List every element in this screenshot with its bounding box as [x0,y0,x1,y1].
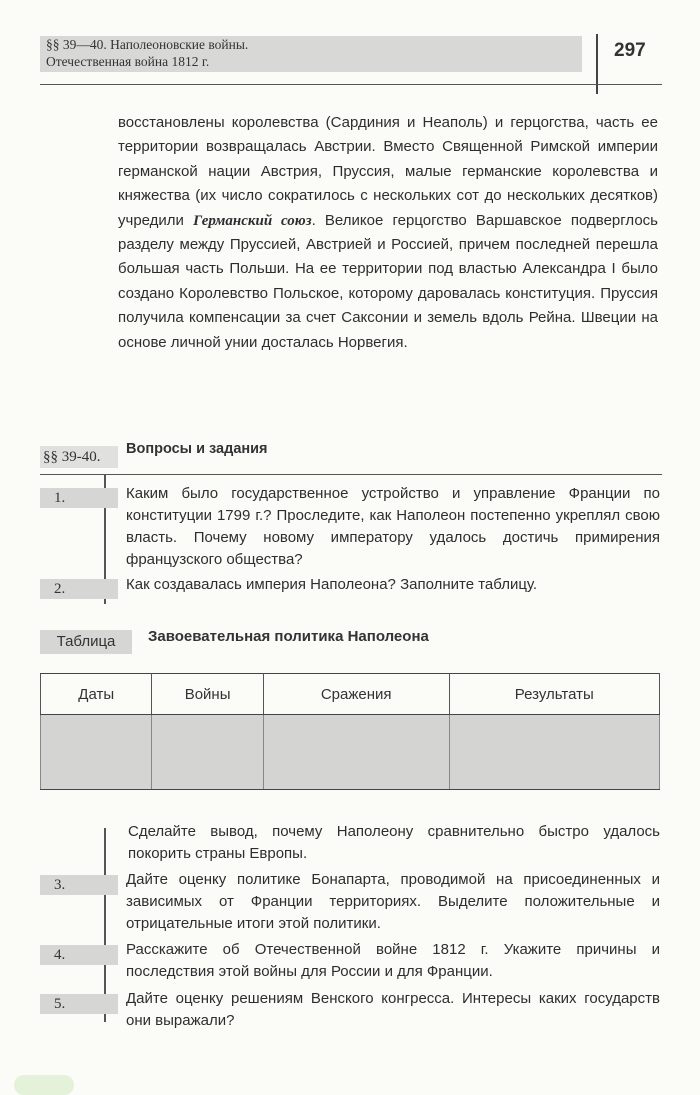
emphasized-term: Германский союз [193,212,312,229]
question-number: 1. [40,488,118,508]
table-title: Завоевательная политика Наполеона [148,628,429,645]
section-rule [40,474,662,475]
running-header-chapter: §§ 39—40. Наполеоновские войны. [46,37,249,52]
body-text-part2: . Великое герцогство Варшавское подверглось разделу между Пруссией, Австрией и Россией, причем последней перешла большая часть Польши. На ее территории под властью Александра I было создано Королевство Польское, которому даровалась конституция. Пруссия получила компенсации за счет Саксонии и земель вдоль Рейна. Швеции на основе личной унии досталась Норвегия. [118,211,658,351]
question-text: Расскажите об Отечественной войне 1812 г. Укажите причины и последствия этой войны для России и для Франции. [126,941,660,980]
table-cell-results [449,715,660,790]
body-paragraph [118,111,658,355]
question-number: 2. [40,579,118,599]
section-label: §§ 39-40. [40,446,118,468]
table-row [41,715,660,790]
conquest-table [40,673,660,790]
table-header-dates: Даты [41,674,152,715]
table-cell-wars [152,715,263,790]
question-text: Каким было государственное устройство и управление Франции по конституции 1799 г.? Проследите, как Наполеон постепенно укреплял свою власть. Почему новому императору удалось достичь примирения французского общества? [126,485,660,568]
section-title: Вопросы и задания [126,441,268,457]
conclusion-text: Сделайте вывод, почему Наполеону сравнительно быстро удалось покорить страны Европы. [128,823,660,862]
question-text: Как создавалась империя Наполеона? Заполните таблицу. [126,576,538,593]
table-cell-dates [41,715,152,790]
running-header-subtitle: Отечественная война 1812 г. [46,54,210,69]
scan-artifact [14,1075,74,1095]
questions-vertical-rule-2 [104,828,106,1022]
table-label: Таблица [40,630,132,654]
question-text: Дайте оценку политике Бонапарта, проводимой на присоединенных и зависимых от Франции территориях. Выделите положительные и отрицательные итоги этой политики. [126,871,660,932]
body-text-part1: восстановлены королевства (Сардиния и Неаполь) и герцогства, часть ее территории возвращалась Австрии. Вместо Священной Римской империи германской нации Австрия, Пруссия, малые германские королевства и княжества (их число сократилось с нескольких сот до нескольких десятков) учредили [118,114,658,229]
question-text: Дайте оценку решениям Венского конгресса. Интересы каких государств они выражали? [126,990,660,1029]
table-header-wars: Войны [152,674,263,715]
question-number: 5. [40,994,118,1014]
header-rule [40,84,662,85]
table-header-results: Результаты [449,674,660,715]
page-number: 297 [614,40,646,61]
table-cell-battles [263,715,449,790]
table-header-battles: Сражения [263,674,449,715]
question-number: 3. [40,875,118,895]
page-number-divider [596,34,598,94]
question-number: 4. [40,945,118,965]
